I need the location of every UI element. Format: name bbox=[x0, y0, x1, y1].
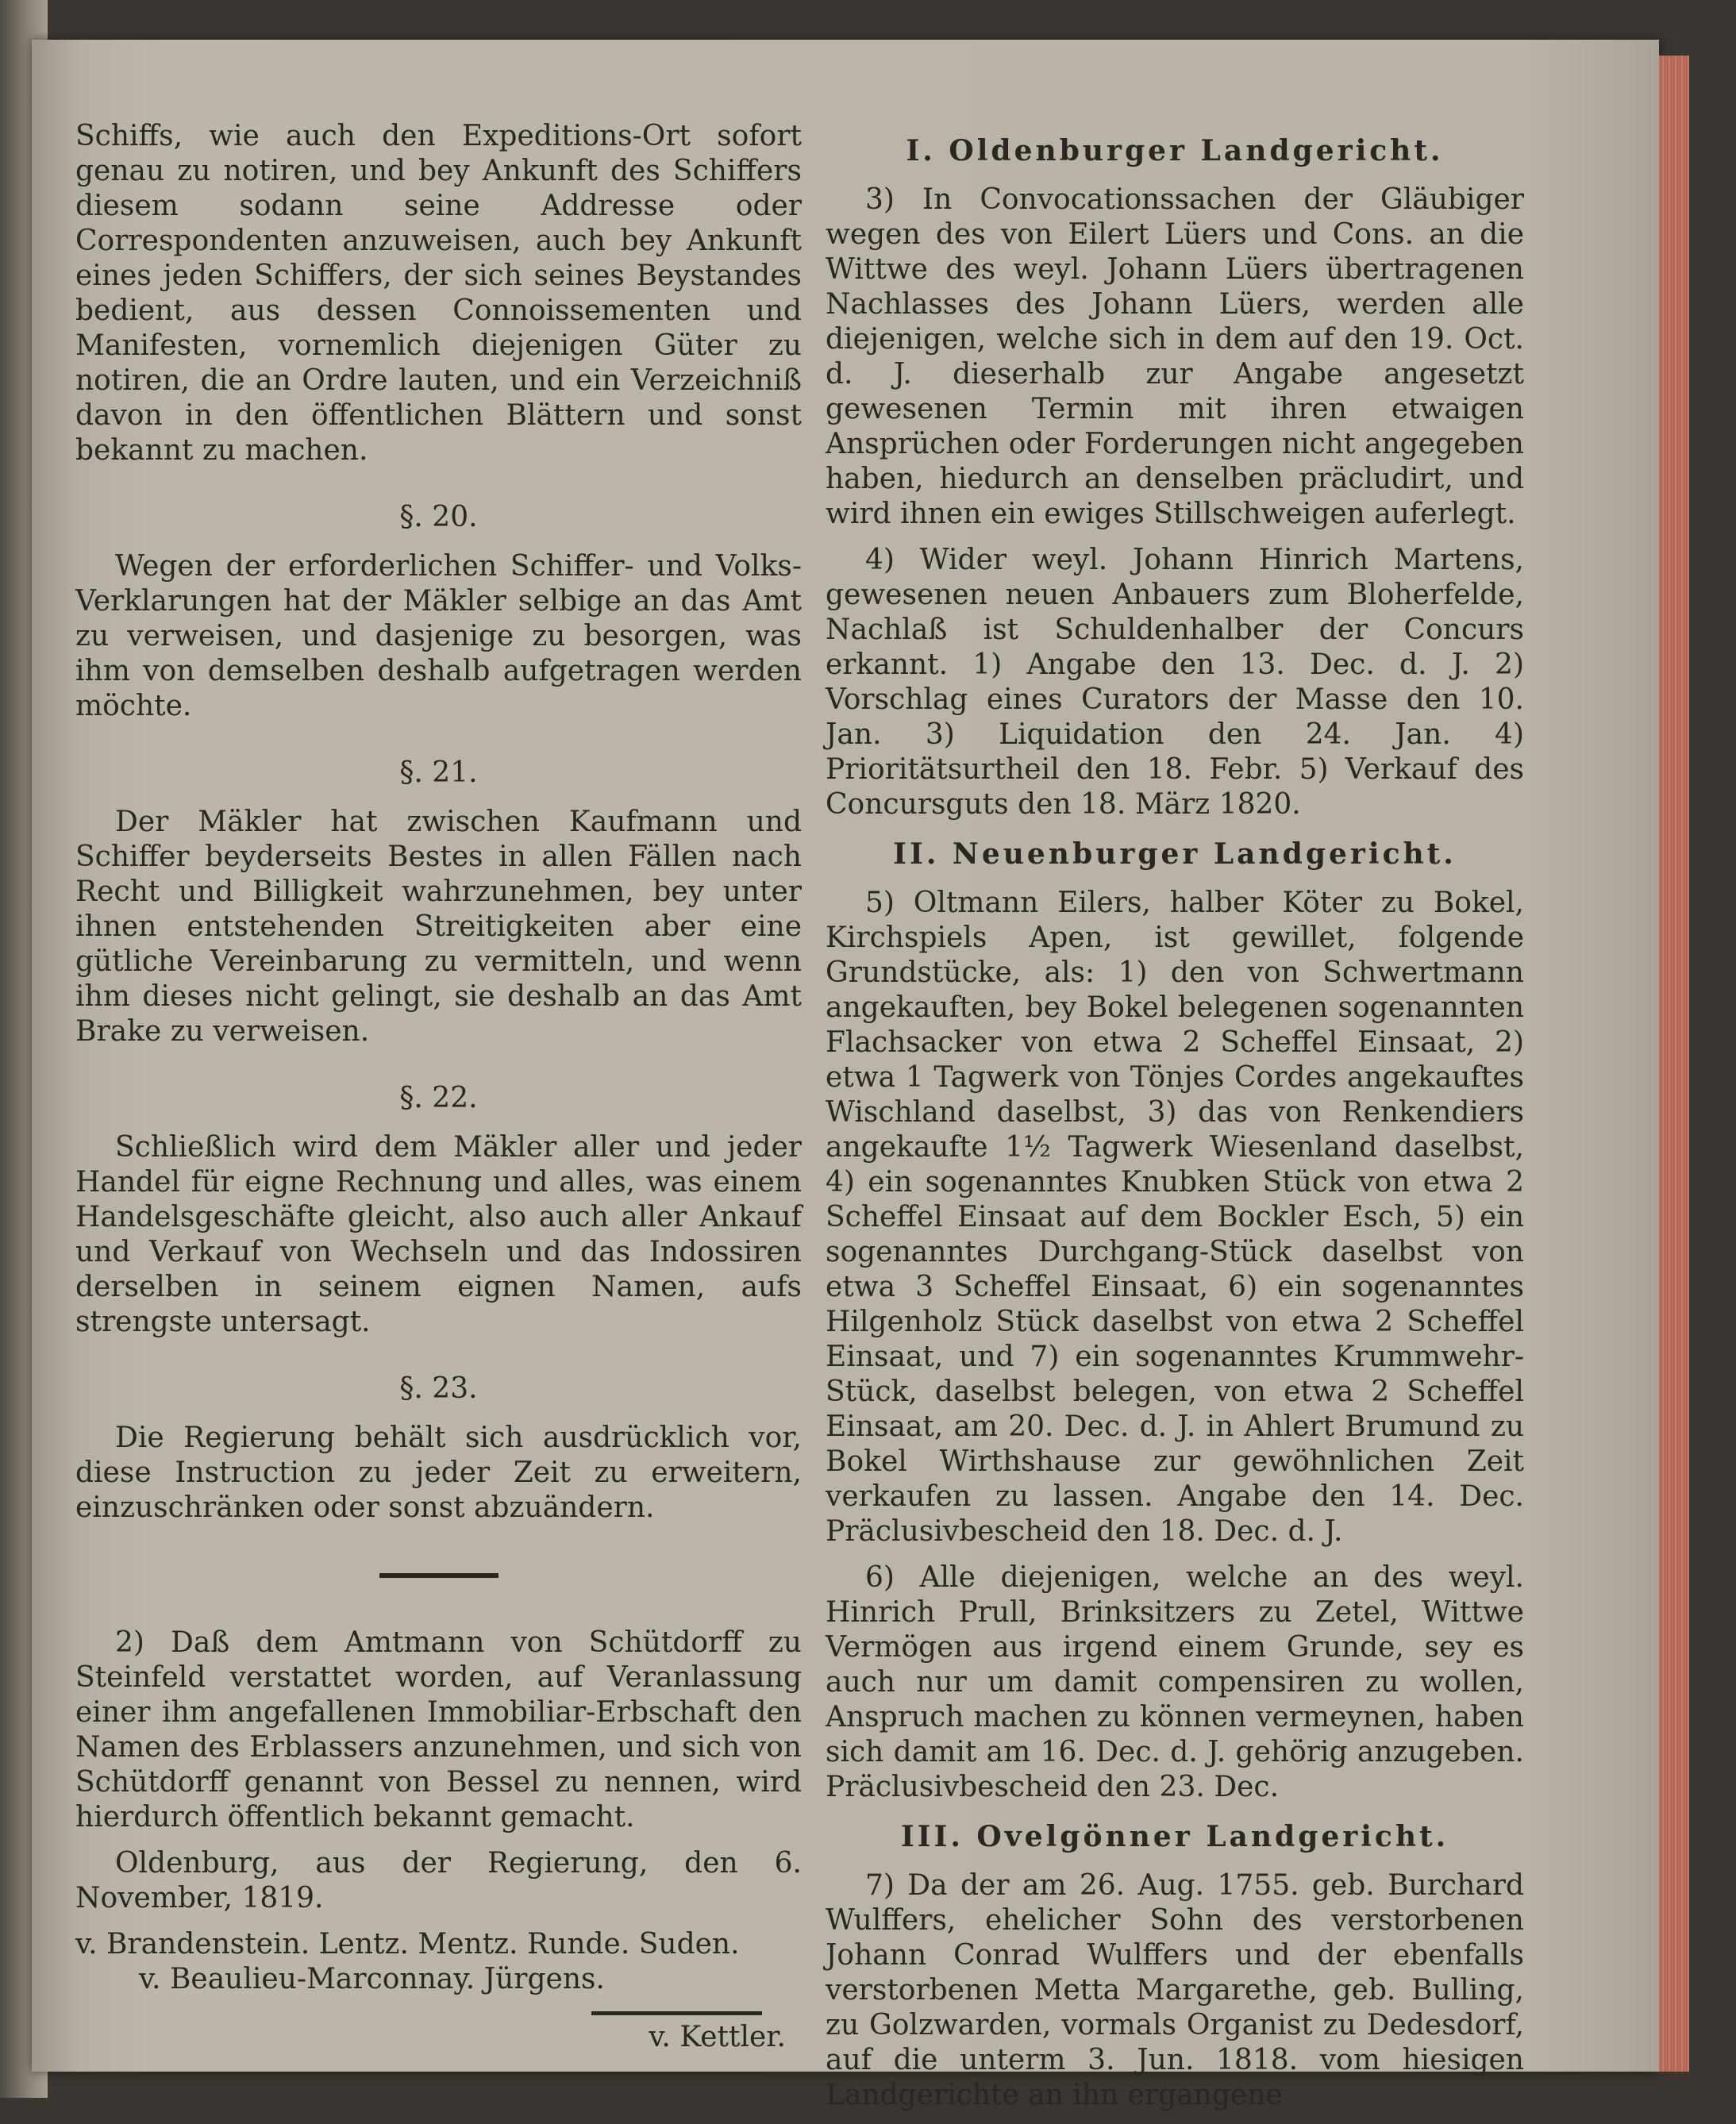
notice-6: 6) Alle diejenigen, welche an des weyl. Hinrich Prull, Brinksitzers zu Zetel, Wittwe Vermögen aus irgend einem Grunde, sey es auch nur um damit compensiren zu wollen, Anspruch machen zu können vermeynen, haben sich damit am 16. Dec. d. J. gehörig anzugeben. Präclusivbescheid den 23. Dec. bbox=[826, 1561, 1524, 1803]
heading-oldenburger-landgericht: I. Oldenburger Landgericht. bbox=[906, 134, 1444, 167]
place-date: Oldenburg, aus der Regierung, den 6. November, 1819. bbox=[75, 1847, 802, 1914]
paragraph-21: Der Mäkler hat zwischen Kaufmann und Schiffer beyderseits Bestes in allen Fällen nach Recht und Billigkeit wahrzunehmen, bey unter ihnen entstehenden Streitigkeiten aber eine gütliche Vereinbarung zu vermitteln, und wenn ihm dieses nicht gelingt, sie deshalb an das Amt Brake zu verweisen. bbox=[75, 806, 802, 1048]
heading-neuenburger-landgericht: II. Neuenburger Landgericht. bbox=[893, 837, 1457, 871]
paragraph-continuation: Schiffs, wie auch den Expeditions-Ort sofort genau zu notiren, und bey Ankunft des Schiffers diesem sodann seine Addresse oder Correspondenten anzuweisen, auch bey Ankunft eines jeden Schiffers, der sich seines Beystandes bedient, aus dessen Connoissementen und Manifesten, vornemlich diejenigen Güter zu notiren, die an Ordre lauten, und ein Verzeichniß davon in den öffentlichen Blättern und sonst bekannt zu machen. bbox=[75, 120, 802, 467]
section-heading-20: §. 20. bbox=[399, 501, 478, 533]
paragraph-20: Wegen der erforderlichen Schiffer- und Volks-Verklarungen hat der Mäkler selbige an das Amt zu verweisen, und dasjenige zu besorgen, was ihm von demselben deshalb aufgetragen werden möchte. bbox=[75, 550, 802, 722]
notice-4: 4) Wider weyl. Johann Hinrich Martens, gewesenen neuen Anbauers zum Bloherfelde, Nachlaß ist Schuldenhalber der Concurs erkannt. 1) Angabe den 13. Dec. d. J. 2) Vorschlag eines Curators der Masse den 10. Jan. 3) Liquidation den 24. Jan. 4) Prioritätsurtheil den 18. Febr. 5) Verkauf des Concursguts den 18. März 1820. bbox=[826, 544, 1524, 821]
section-divider bbox=[379, 1573, 498, 1578]
notice-2: 2) Daß dem Amtmann von Schütdorff zu Steinfeld verstattet worden, auf Veranlassung einer ihm angefallenen Immobiliar-Erbschaft den Namen des Erblassers anzunehmen, und sich von Schütdorff genannt von Bessel zu nennen, wird hierdurch öffentlich bekannt gemacht. bbox=[75, 1626, 802, 1833]
signature-rule bbox=[591, 2011, 762, 2015]
page-edge-red bbox=[1659, 56, 1689, 2072]
section-heading-21: §. 21. bbox=[399, 756, 478, 789]
section-heading-23: §. 23. bbox=[399, 1372, 478, 1405]
notice-3: 3) In Convocationssachen der Gläubiger wegen des von Eilert Lüers und Cons. an die Wittwe des weyl. Johann Lüers übertragenen Nachlasses des Johann Lüers, werden alle diejenigen, welche sich in dem auf den 19. Oct. d. J. dieserhalb zur Angabe angesetzt gewesenen Termin mit ihren etwaigen Ansprüchen oder Forderungen nicht angegeben haben, hiedurch an denselben präcludirt, und wird ihnen ein ewiges Stillschweigen auferlegt. bbox=[826, 183, 1524, 530]
notice-7: 7) Da der am 26. Aug. 1755. geb. Burchard Wulffers, ehelicher Sohn des verstorbenen Johann Conrad Wulffers und der ebenfalls verstorbenen Metta Margarethe, geb. Bulling, zu Golzwarden, vormals Organist zu Dedesdorf, auf die unterm 3. Jun. 1818. vom hiesigen Landgerichte an ihn ergangene bbox=[826, 1869, 1524, 2111]
section-heading-22: §. 22. bbox=[399, 1082, 478, 1114]
right-column bbox=[826, 119, 1524, 2124]
signatures-line-2: v. Beaulieu-Marconnay. Jürgens. bbox=[139, 1963, 605, 1995]
signatures-line-1: v. Brandenstein. Lentz. Mentz. Runde. Suden. bbox=[75, 1928, 740, 1960]
signature-kettler: v. Kettler. bbox=[649, 2021, 786, 2053]
paragraph-23: Die Regierung behält sich ausdrücklich vor, diese Instruction zu jeder Zeit zu erweitern, einzuschränken oder sonst abzuändern. bbox=[75, 1422, 802, 1524]
notice-5: 5) Oltmann Eilers, halber Köter zu Bokel, Kirchspiels Apen, ist gewillet, folgende Grundstücke, als: 1) den von Schwertmann angekauften, bey Bokel belegenen sogenannten Flachsacker von etwa 2 Scheffel Einsaat, 2) etwa 1 Tagwerk von Tönjes Cordes angekauftes Wischland daselbst, 3) das von Renkendiers angekaufte 1½ Tagwerk Wiesenland daselbst, 4) ein sogenanntes Knubken Stück von etwa 2 Scheffel Einsaat auf dem Bockler Esch, 5) ein sogenanntes Durchgang-Stück daselbst von etwa 3 Scheffel Einsaat, 6) ein sogenanntes Hilgenholz Stück daselbst von etwa 2 Scheffel Einsaat, und 7) ein sogenanntes Krummwehr-Stück, daselbst belegen, von etwa 2 Scheffel Einsaat, am 20. Dec. d. J. in Ahlert Brumund zu Bokel Wirthshause zur gewöhnlichen Zeit verkaufen zu lassen. Angabe den 14. Dec. Präclusivbescheid den 18. Dec. d. J. bbox=[826, 887, 1524, 1548]
left-column bbox=[75, 119, 802, 2055]
heading-ovelgoenner-landgericht: III. Ovelgönner Landgericht. bbox=[900, 1820, 1449, 1853]
document-page bbox=[32, 40, 1659, 2111]
paragraph-22: Schließlich wird dem Mäkler aller und jeder Handel für eigne Rechnung und alles, was einem Handelsgeschäfte gleicht, also auch aller Ankauf und Verkauf von Wechseln und das Indossiren derselben in seinem eignen Namen, aufs strengste untersagt. bbox=[75, 1131, 802, 1338]
